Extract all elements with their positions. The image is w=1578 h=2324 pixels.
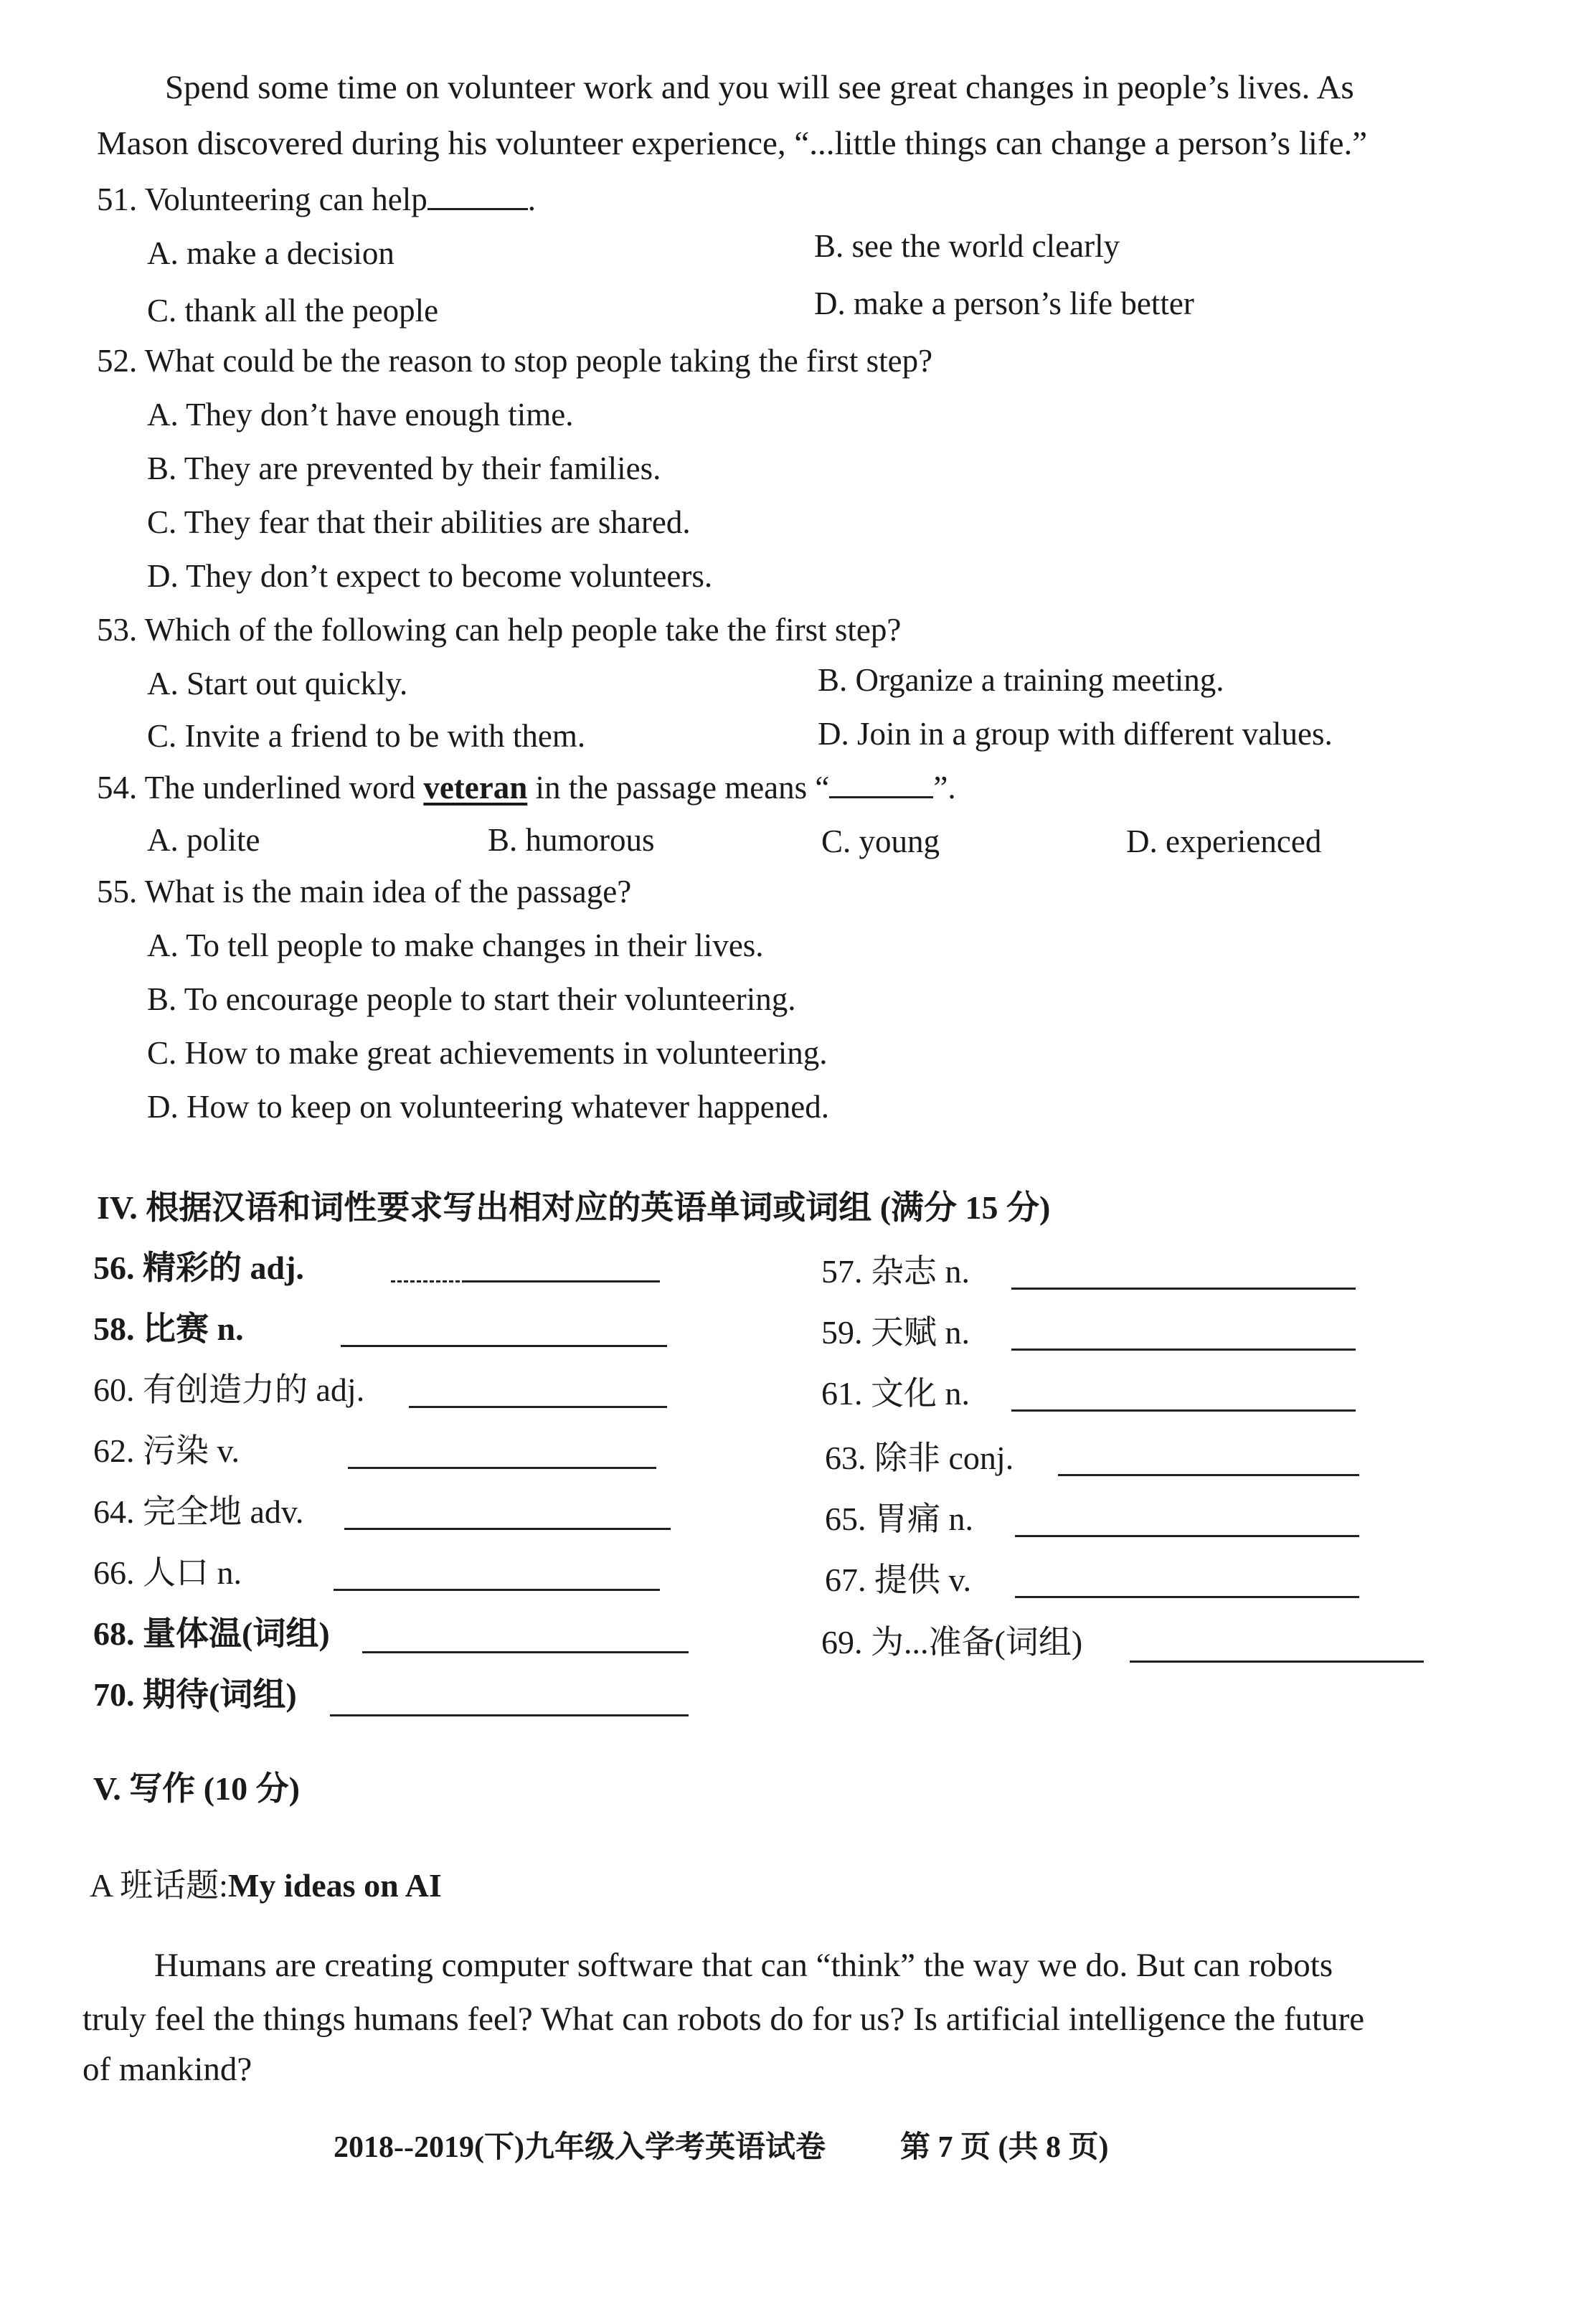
option-55-a: A. To tell people to make changes in their lives. bbox=[147, 927, 764, 963]
vocab-item-57: 57. 杂志 n. bbox=[821, 1253, 970, 1290]
answer-blank-59[interactable] bbox=[1011, 1320, 1356, 1351]
writing-para-line-3: of mankind? bbox=[82, 2051, 252, 2088]
answer-blank-68[interactable] bbox=[362, 1622, 689, 1653]
option-55-d: D. How to keep on volunteering whatever happened. bbox=[147, 1089, 829, 1125]
vocab-item-68: 68. 量体温(词组) bbox=[93, 1615, 330, 1652]
vocab-item-56: 56. 精彩的 adj. bbox=[93, 1250, 304, 1286]
option-53-d: D. Join in a group with different values. bbox=[818, 716, 1333, 752]
option-53-a: A. Start out quickly. bbox=[147, 666, 408, 702]
question-51-stem: 51. Volunteering can help bbox=[97, 181, 427, 217]
topic-title: My ideas on AI bbox=[227, 1867, 442, 1904]
answer-blank-54[interactable] bbox=[829, 767, 933, 798]
option-54-b: B. humorous bbox=[488, 822, 655, 858]
option-51-b: B. see the world clearly bbox=[814, 228, 1120, 264]
writing-topic bbox=[90, 1865, 442, 1907]
vocab-item-69: 69. 为...准备(词组) bbox=[821, 1624, 1083, 1661]
section-5-title: V. 写作 (10 分) bbox=[93, 1770, 300, 1807]
option-54-a: A. polite bbox=[147, 822, 260, 858]
option-53-c: C. Invite a friend to be with them. bbox=[147, 718, 586, 754]
writing-para-line-2: truly feel the things humans feel? What can robots do for us? Is artificial intelligence the future bbox=[82, 2001, 1365, 2038]
option-55-c: C. How to make great achievements in volunteering. bbox=[147, 1035, 828, 1071]
footer-page-number: 第 7 页 (共 8 页) bbox=[900, 2131, 1109, 2164]
option-52-d: D. They don’t expect to become volunteers. bbox=[147, 558, 713, 594]
option-52-b: B. They are prevented by their families. bbox=[147, 450, 661, 486]
answer-blank-60[interactable] bbox=[409, 1377, 667, 1408]
option-55-b: B. To encourage people to start their volunteering. bbox=[147, 981, 796, 1017]
vocab-item-63: 63. 除非 conj. bbox=[825, 1440, 1014, 1476]
option-54-c: C. young bbox=[821, 823, 940, 859]
answer-blank-51[interactable] bbox=[427, 179, 528, 210]
question-55-stem: 55. What is the main idea of the passage? bbox=[97, 874, 632, 910]
writing-para-line-1: Humans are creating computer software that can “think” the way we do. But can robots bbox=[154, 1947, 1333, 1984]
answer-blank-61[interactable] bbox=[1011, 1381, 1356, 1412]
option-52-a: A. They don’t have enough time. bbox=[147, 397, 574, 433]
answer-blank-67[interactable] bbox=[1015, 1567, 1359, 1598]
question-54: 54. The underlined word veteran in the passage means “ ”. bbox=[97, 767, 956, 808]
vocab-item-58: 58. 比赛 n. bbox=[93, 1310, 244, 1347]
question-53-stem: 53. Which of the following can help people take the first step? bbox=[97, 612, 902, 648]
answer-blank-65[interactable] bbox=[1015, 1506, 1359, 1537]
question-52-stem: 52. What could be the reason to stop people taking the first step? bbox=[97, 343, 933, 379]
footer-exam-title: 2018--2019(下)九年级入学考英语试卷 bbox=[334, 2131, 826, 2164]
vocab-item-65: 65. 胃痛 n. bbox=[825, 1501, 973, 1537]
option-51-a: A. make a decision bbox=[147, 235, 394, 271]
answer-blank-57[interactable] bbox=[1011, 1259, 1356, 1290]
underlined-word-veteran: veteran bbox=[423, 770, 528, 806]
answer-blank-62[interactable] bbox=[348, 1438, 656, 1469]
question-51: 51. Volunteering can help . bbox=[97, 179, 536, 219]
answer-blank-66[interactable] bbox=[334, 1560, 660, 1591]
vocab-item-62: 62. 污染 v. bbox=[93, 1432, 240, 1469]
section-4-title: IV. 根据汉语和词性要求写出相对应的英语单词或词组 (满分 15 分) bbox=[97, 1189, 1051, 1226]
answer-blank-56a[interactable] bbox=[391, 1252, 466, 1283]
option-54-d: D. experienced bbox=[1126, 823, 1322, 859]
vocab-item-67: 67. 提供 v. bbox=[825, 1562, 972, 1598]
vocab-item-70: 70. 期待(词组) bbox=[93, 1676, 297, 1713]
vocab-item-59: 59. 天赋 n. bbox=[821, 1314, 970, 1351]
option-52-c: C. They fear that their abilities are shared. bbox=[147, 504, 691, 540]
passage-line-1: Spend some time on volunteer work and you will see great changes in people’s lives. As bbox=[165, 69, 1354, 106]
passage-line-2: Mason discovered during his volunteer experience, “...little things can change a person’s life.” bbox=[97, 125, 1368, 162]
answer-blank-70[interactable] bbox=[330, 1686, 689, 1716]
answer-blank-58[interactable] bbox=[341, 1316, 667, 1347]
option-53-b: B. Organize a training meeting. bbox=[818, 662, 1224, 698]
answer-blank-69[interactable] bbox=[1130, 1632, 1424, 1663]
answer-blank-64[interactable] bbox=[344, 1499, 671, 1530]
answer-blank-56[interactable] bbox=[466, 1252, 660, 1283]
option-51-c: C. thank all the people bbox=[147, 293, 439, 329]
vocab-item-64: 64. 完全地 adv. bbox=[93, 1493, 304, 1530]
answer-blank-63[interactable] bbox=[1058, 1445, 1359, 1476]
vocab-item-61: 61. 文化 n. bbox=[821, 1375, 970, 1412]
vocab-item-66: 66. 人口 n. bbox=[93, 1554, 242, 1591]
option-51-d: D. make a person’s life better bbox=[814, 285, 1194, 321]
topic-label: A 班话题: bbox=[90, 1867, 228, 1904]
vocab-item-60: 60. 有创造力的 adj. bbox=[93, 1371, 365, 1408]
